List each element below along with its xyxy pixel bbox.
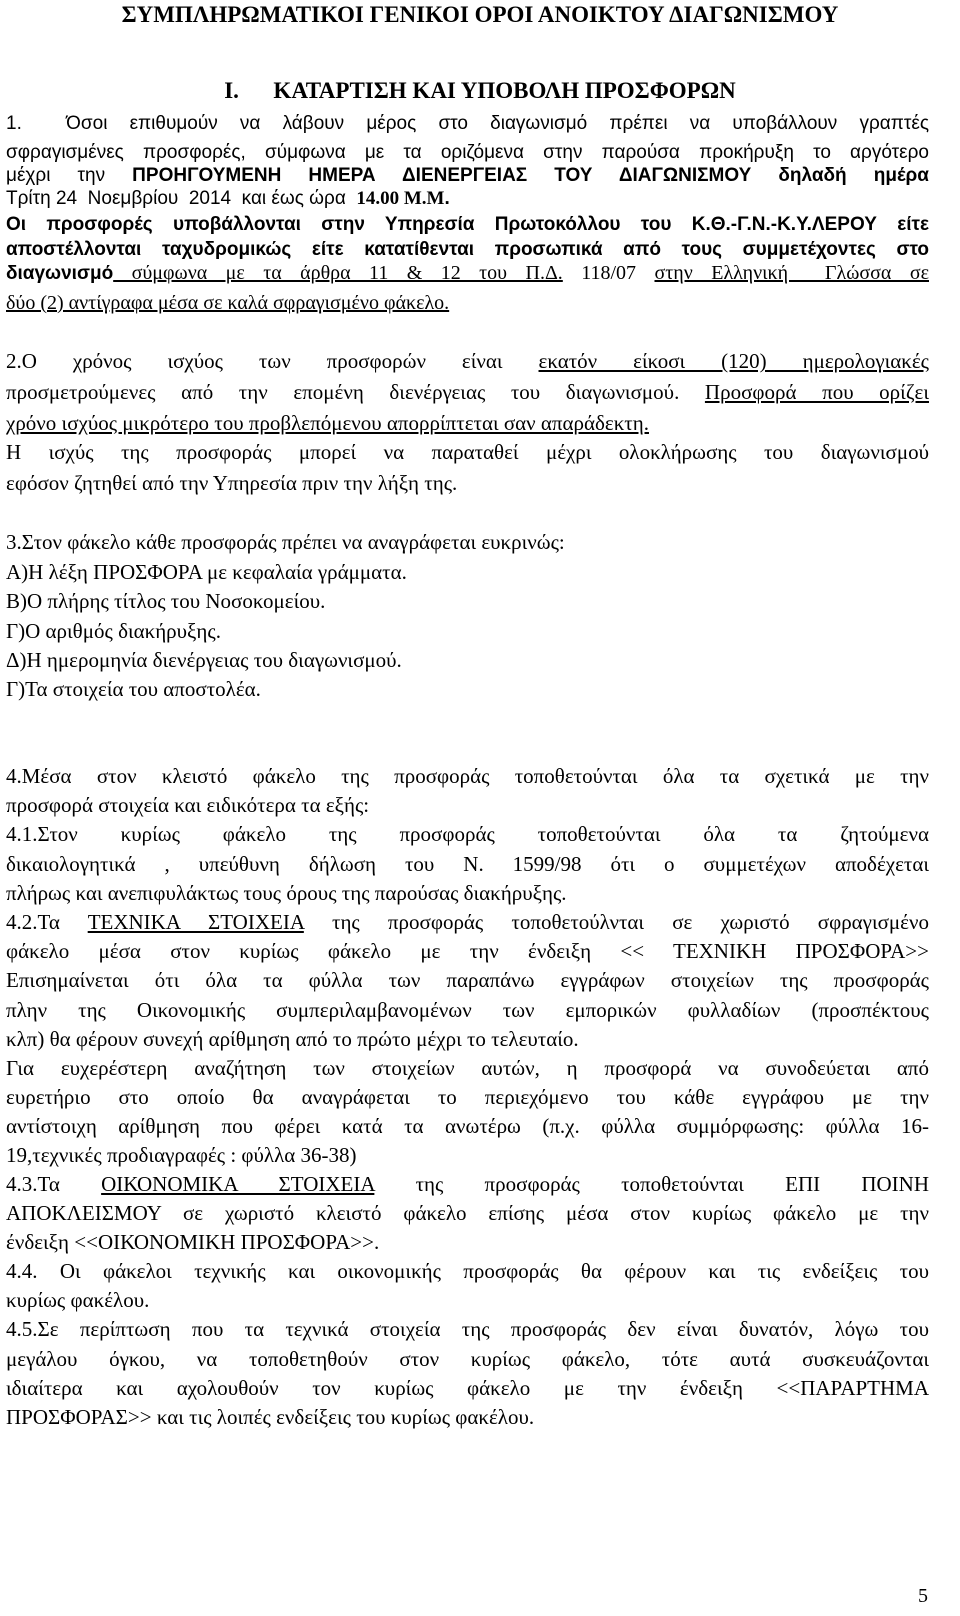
p4-line-6 <box>6 910 929 935</box>
p4-line-15-start: 4.3.Τα <box>6 1172 102 1196</box>
deadline-date: Τρίτη 24 Νοεμβρίου 2014 <box>6 188 232 209</box>
p3-line-5: Δ)Η ημερομηνία διενέργειας του διαγωνισμού. <box>6 648 402 672</box>
p4-line-9: πλην της Οικονομικής συμπεριλαμβανομένων των εμπορικών φυλλαδίων (προσπέκτους <box>6 998 929 1022</box>
p4-line-16: ΑΠΟΚΛΕΙΣΜΟΥ σε χωριστό κλειστό φάκελο επίσης μέσα στον κυρίως φάκελο με την <box>6 1201 929 1225</box>
language-requirement: στην Ελληνική Γλώσσα σε <box>654 262 929 284</box>
p4-line-18: 4.4. Οι φάκελοι τεχνικής και οικονομικής προσφοράς θα φέρουν και τις ενδείξεις του <box>6 1259 929 1283</box>
document-title: ΣΥΜΠΛΗΡΩΜΑΤΙΚΟΙ ΓΕΝΙΚΟΙ ΟΡΟΙ ΑΝΟΙΚΤΟΥ ΔΙΑΓΩΝΙΣΜΟΥ <box>121 2 839 27</box>
p3-line-3: Β)Ο πλήρης τίτλος του Νοσοκομείου. <box>6 589 326 613</box>
p4-line-7: φάκελο μέσα στον κυρίως φάκελο με την ένδειξη << ΤΕΧΝΙΚΗ ΠΡΟΣΦΟΡΑ>> <box>6 939 929 963</box>
p1-line-4 <box>6 188 450 210</box>
p3-line-6: Γ)Τα στοιχεία του αποστολέα. <box>6 677 261 701</box>
p4-line-23: ΠΡΟΣΦΟΡΑΣ>> και τις λοιπές ενδείξεις του κυρίως φακέλου. <box>6 1405 535 1429</box>
p3-line-1: 3.Στον φάκελο κάθε προσφοράς πρέπει να αναγράφεται ευκρινώς: <box>6 530 565 554</box>
p3-line-4: Γ)Ο αριθμός διακήρυξης. <box>6 619 221 643</box>
p1-line-2: σφραγισμένες προσφορές, σύμφωνα με τα οριζόμενα στην παρούσα προκήρυξη το αργότερο <box>6 142 929 163</box>
p1-line-5: Οι προσφορές υποβάλλονται στην Υπηρεσία Πρωτοκόλλου του Κ.Θ.-Γ.Ν.-Κ.Υ.ΛΕΡΟΥ είτε <box>6 214 929 235</box>
p1-line-7 <box>6 262 929 285</box>
p4-line-21: μεγάλου όγκου, να τοποθετηθούν στον κυρίως φάκελο, τότε αυτά συσκευάζονται <box>6 1347 929 1371</box>
p4-line-4: δικαιολογητικά , υπεύθυνη δήλωση του Ν. 1599/98 ότι ο συμμετέχων αποδέχεται <box>6 852 929 876</box>
deadline-period: . <box>444 188 450 209</box>
p4-line-15-end: της προσφοράς τοποθετούνται ΕΠΙ ΠΟΙΝΗ <box>374 1172 929 1196</box>
p1-line-6: αποστέλλονται ταχυδρομικώς είτε κατατίθενται προσωπικά από τους συμμετέχοντες στο <box>6 239 929 260</box>
p4-line-10: κλπ) θα φέρουν συνεχή αρίθμηση από το πρώτο μέχρι το τελευταίο. <box>6 1027 579 1051</box>
p2-line-2 <box>6 380 929 405</box>
p2-line-4: Η ισχύς της προσφοράς μπορεί να παραταθεί μέχρι ολοκλήρωσης του διαγωνισμού <box>6 440 929 464</box>
p2-line-3: χρόνο ισχύος μικρότερο του προβλεπόμενου απορρίπτεται σαν απαράδεκτη. <box>6 411 649 435</box>
p1-line-3 <box>6 165 929 187</box>
financial-data-label: ΟΙΚΟΝΟΜΙΚΑ ΣΤΟΙΧΕΙΑ <box>101 1172 375 1196</box>
p4-line-15 <box>6 1172 929 1197</box>
legal-reference: σύμφωνα με τα άρθρα 11 & 12 του Π.Δ. <box>113 262 563 284</box>
p4-line-20: 4.5.Σε περίπτωση που τα τεχνικά στοιχεία της προσφοράς δεν είναι δυνατόν, λόγω του <box>6 1317 929 1341</box>
technical-data-label: ΤΕΧΝΙΚΑ ΣΤΟΙΧΕΙΑ <box>87 910 304 934</box>
p4-line-14: 19,τεχνικές προδιαγραφές : φύλλα 36-38) <box>6 1143 357 1167</box>
p4-line-17: ένδειξη <<ΟΙΚΟΝΟΜΙΚΗ ΠΡΟΣΦΟΡΑ>>. <box>6 1230 380 1254</box>
p4-line-8: Επισημαίνεται ότι όλα τα φύλλα των παραπάνω εγγράφων στοιχείων της προσφοράς <box>6 968 929 992</box>
p4-line-3: 4.1.Στον κυρίως φάκελο της προσφοράς τοποθετούνται όλα τα ζητούμενα <box>6 822 929 846</box>
p4-line-11: Για ευχερέστερη αναζήτηση των στοιχείων αυτών, η προσφορά να συνοδεύεται από <box>6 1056 929 1080</box>
p4-line-2: προσφορά στοιχεία και ειδικότερα τα εξής: <box>6 793 370 817</box>
p2-line-2-start: προσμετρούμενες από την επομένη διενέργειας του διαγωνισμού. <box>6 380 705 404</box>
p4-line-6-end: της προσφοράς τοποθετούλνται σε χωριστό σφραγισμένο <box>303 910 929 934</box>
deadline-time-label: και έως ώρα <box>231 188 357 209</box>
p4-line-19: κυρίως φακέλου. <box>6 1288 150 1312</box>
p2-line-1-start: 2.Ο χρόνος ισχύος των προσφορών είναι <box>6 349 539 373</box>
validity-period: εκατόν είκοσι (120) ημερολογιακές <box>538 349 929 373</box>
p4-line-13: αντίστοιχη αρίθμηση που φέρει κατά τα ανωτέρω (π.χ. φύλλα συμμόρφωσης: φύλλα 16- <box>6 1114 929 1138</box>
p1-line-7-bold: διαγωνισμό <box>6 263 114 284</box>
p1-line-3-start: μέχρι την <box>6 165 133 186</box>
day-label: ημέρα <box>873 165 929 186</box>
p1-line-8: δύο (2) αντίγραφα μέσα σε καλά σφραγισμένο φάκελο. <box>6 292 450 314</box>
p4-line-1: 4.Μέσα στον κλειστό φάκελο της προσφοράς τοποθετούνται όλα τα σχετικά με την <box>6 764 929 788</box>
deadline-time: 14.00 Μ.Μ <box>356 188 445 209</box>
p1-line-1: 1. Όσοι επιθυμούν να λάβουν μέρος στο διαγωνισμό πρέπει να υποβάλλουν γραπτές <box>6 113 929 134</box>
p3-line-2: Α)Η λέξη ΠΡΟΣΦΟΡΑ με κεφαλαία γράμματα. <box>6 560 407 584</box>
p4-line-6-start: 4.2.Τα <box>6 910 88 934</box>
rejection-clause-start: Προσφορά που ορίζει <box>704 380 929 404</box>
p4-line-22: ιδιαίτερα και αχολουθούν τον κυρίως φάκελο με την ένδειξη <<ΠΑΡΑΡΤΗΜΑ <box>6 1376 929 1400</box>
section-heading: Ι. ΚΑΤΑΡΤΙΣΗ ΚΑΙ ΥΠΟΒΟΛΗ ΠΡΟΣΦΟΡΩΝ <box>224 78 736 103</box>
page-number: 5 <box>918 1585 928 1607</box>
p2-line-5: εφόσον ζητηθεί από την Υπηρεσία πριν την λήξη της. <box>6 471 458 495</box>
deadline-emphasis: ΠΡΟΗΓΟΥΜΕΝΗ ΗΜΕΡΑ ΔΙΕΝΕΡΓΕΙΑΣ ΤΟΥ ΔΙΑΓΩΝΙΣΜΟΥ δηλαδή <box>132 165 847 186</box>
p4-line-12: ευρετήριο στο οποίο θα αναγράφεται το περιεχόμενο του κάθε εγγράφου με την <box>6 1085 929 1109</box>
decree-number: 118/07 <box>562 262 655 284</box>
p4-line-5: πλήρως και ανεπιφυλάκτως τους όρους της παρούσας διακήρυξης. <box>6 881 567 905</box>
p2-line-1 <box>6 349 929 374</box>
